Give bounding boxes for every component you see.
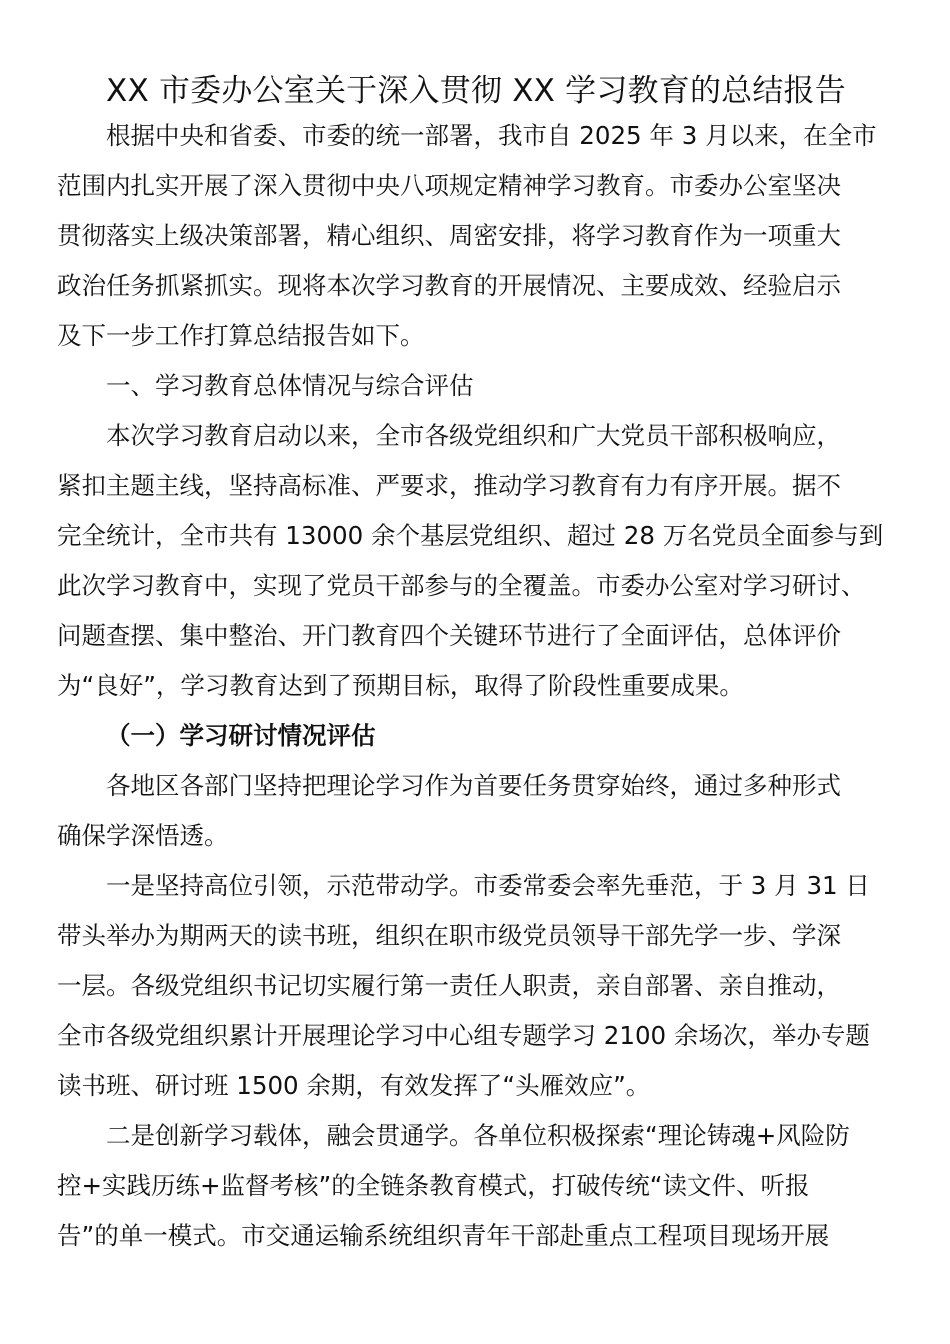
- paragraph-line: 贯彻落实上级决策部署，精心组织、周密安排，将学习教育作为一项重大: [57, 221, 841, 250]
- paragraph-line: 一层。各级党组织书记切实履行第一责任人职责，亲自部署、亲自推动，: [57, 971, 841, 1000]
- paragraph-line: 读书班、研讨班 1500 余期，有效发挥了“头雁效应”。: [57, 1071, 651, 1100]
- paragraph-line: 政治任务抓紧抓实。现将本次学习教育的开展情况、主要成效、经验启示: [57, 271, 841, 300]
- section-heading-text: 一、学习教育总体情况与综合评估: [106, 371, 474, 400]
- paragraph-line: 根据中央和省委、市委的统一部署，我市自 2025 年 3 月以来，在全市: [106, 121, 877, 150]
- paragraph-line: 带头举办为期两天的读书班，组织在职市级党员领导干部先学一步、学深: [57, 921, 841, 950]
- paragraph-line: 为“良好”，学习教育达到了预期目标，取得了阶段性重要成果。: [57, 671, 744, 700]
- paragraph-line: 紧扣主题主线，坚持高标准、严要求，推动学习教育有力有序开展。据不: [57, 471, 841, 500]
- paragraph-line: 范围内扎实开展了深入贯彻中央八项规定精神学习教育。市委办公室坚决: [57, 171, 841, 200]
- paragraph-line: 全市各级党组织累计开展理论学习中心组专题学习 2100 余场次，举办专题: [57, 1021, 870, 1050]
- paragraph-study: [57, 761, 892, 861]
- paragraph-line: 本次学习教育启动以来，全市各级党组织和广大党员干部积极响应，: [106, 421, 841, 450]
- subsection-heading-text: （一）学习研讨情况评估: [106, 721, 376, 750]
- paragraph-line: 确保学深悟透。: [57, 821, 229, 850]
- subsection-heading: [57, 711, 892, 761]
- paragraph-overview: [57, 411, 892, 711]
- paragraph-line: 及下一步工作打算总结报告如下。: [57, 321, 425, 350]
- paragraph-line: 一是坚持高位引领，示范带动学。市委常委会率先垂范，于 3 月 31 日: [106, 871, 870, 900]
- paragraph-line: 问题查摆、集中整治、开门教育四个关键环节进行了全面评估，总体评价: [57, 621, 841, 650]
- paragraph-line: 此次学习教育中，实现了党员干部参与的全覆盖。市委办公室对学习研讨、: [57, 571, 866, 600]
- document-title: XX 市委办公室关于深入贯彻 XX 学习教育的总结报告: [106, 73, 846, 109]
- paragraph-line: 各地区各部门坚持把理论学习作为首要任务贯穿始终，通过多种形式: [106, 771, 841, 800]
- paragraph-first-point: [57, 861, 892, 1111]
- paragraph-intro: [57, 111, 892, 361]
- paragraph-line: 完全统计，全市共有 13000 余个基层党组织、超过 28 万名党员全面参与到: [57, 521, 884, 550]
- section-heading: [57, 361, 892, 411]
- paragraph-line: 告”的单一模式。市交通运输系统组织青年干部赴重点工程项目现场开展: [57, 1221, 830, 1250]
- paragraph-line: 二是创新学习载体，融会贯通学。各单位积极探索“理论铸魂+风险防: [106, 1121, 850, 1150]
- document-body: [57, 111, 892, 1261]
- paragraph-second-point: [57, 1111, 892, 1261]
- paragraph-line: 控+实践历练+监督考核”的全链条教育模式，打破传统“读文件、听报: [57, 1171, 810, 1200]
